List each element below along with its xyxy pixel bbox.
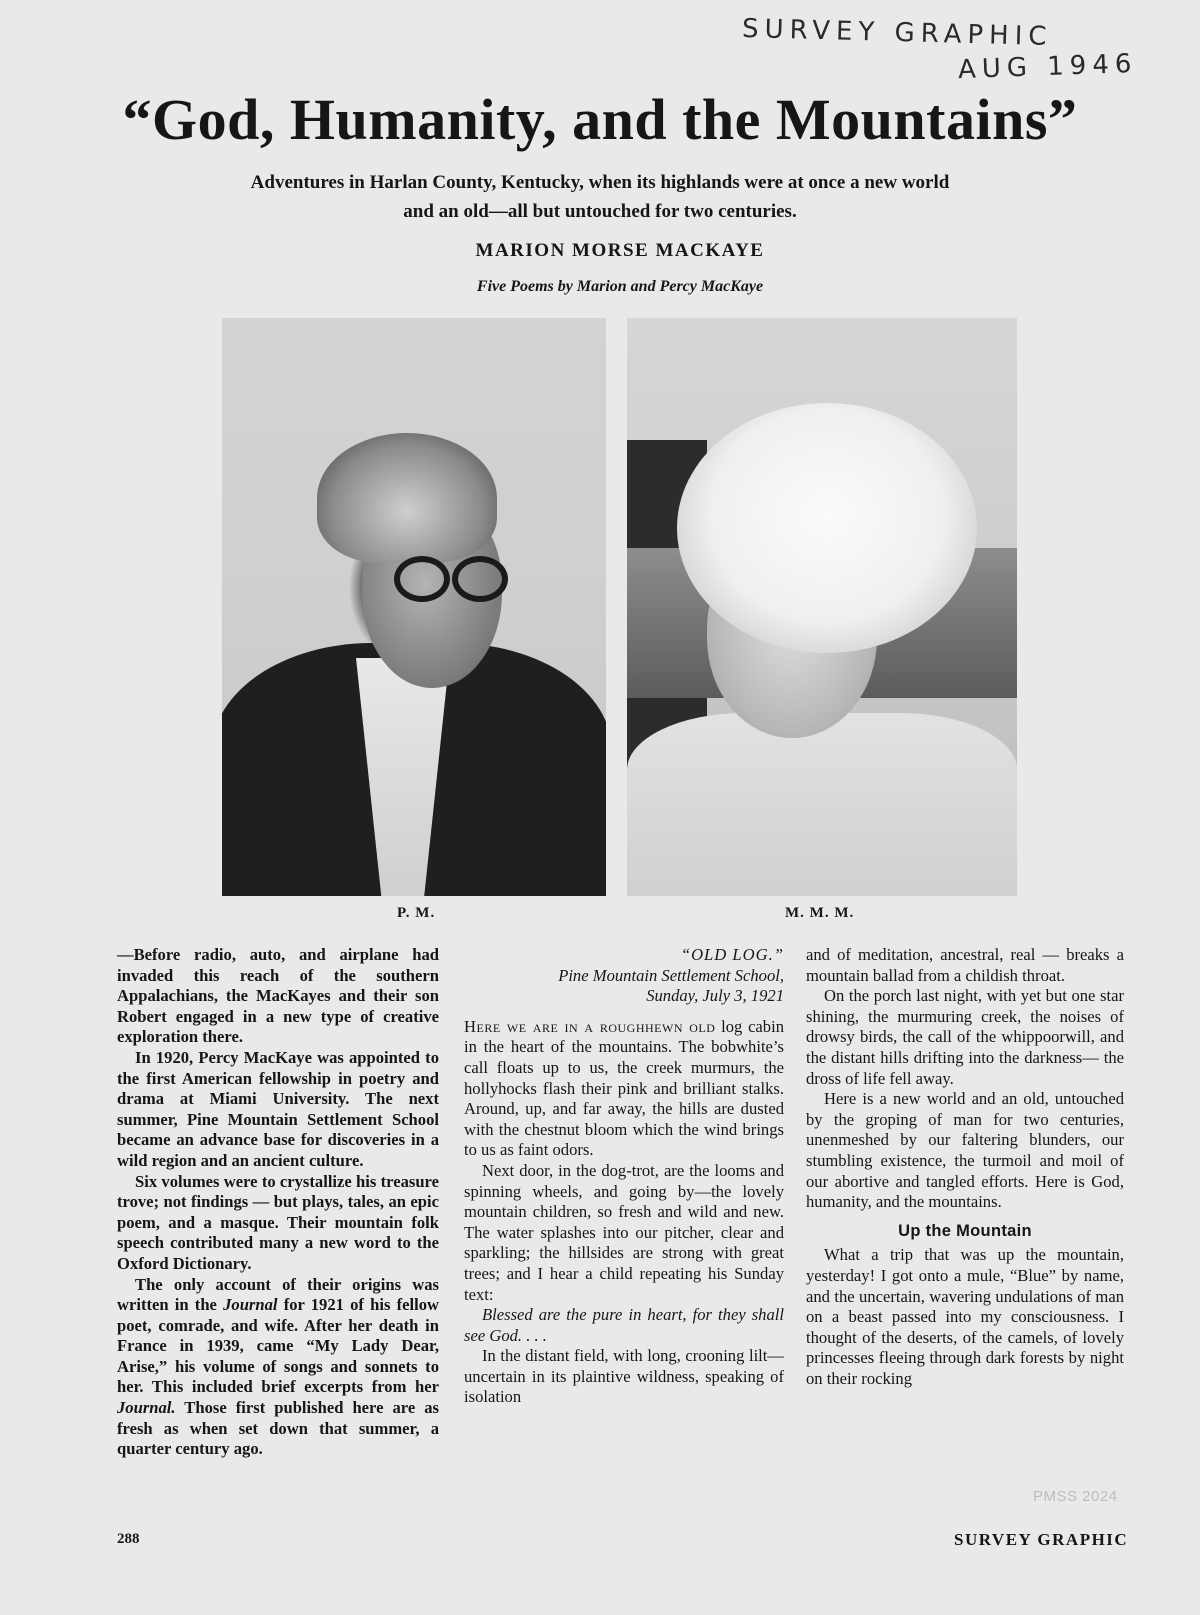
poems-credit: Five Poems by Marion and Percy MacKaye bbox=[476, 278, 764, 295]
article-author: MARION MORSE MACKAYE bbox=[475, 240, 765, 261]
journal-paragraph-2: Next door, in the dog-trot, are the looms and spinning wheels, and going by—the lovely mountain children, so fresh and wild and new. The water splashes into our pitcher, clear and sparkling; the hillsides are strong with great trees; and I hear a child repeating his Sunday text: bbox=[464, 1160, 784, 1304]
section-heading-up-the-mountain: Up the Mountain bbox=[898, 1221, 1032, 1240]
journal-paragraph-6: Here is a new world and an old, untouched by the groping of man for two centuries, unenmeshed by our faltering blunders, our stumbling existence, the turmoil and moil of our abortive and tangled efforts. Here is God, humanity, and the mountains. bbox=[806, 1089, 1124, 1212]
photo-mmm-hair bbox=[677, 403, 977, 653]
photo-marion-mackaye bbox=[627, 318, 1017, 896]
journal-paragraph-3: In the distant field, with long, crooning lilt—uncertain in its plaintive wildness, speaking of isolation bbox=[464, 1346, 784, 1407]
page-number: 288 bbox=[117, 1531, 140, 1547]
photo-percy-mackaye bbox=[222, 318, 606, 896]
photo-caption-left: P. M. bbox=[397, 905, 436, 921]
handwritten-annotation-line1: SURVEY GRAPHIC bbox=[741, 13, 1053, 53]
photo-mmm-shirt bbox=[627, 713, 1017, 896]
article-title: “God, Humanity, and the Mountains” bbox=[122, 87, 1078, 152]
intro-paragraph-3: Six volumes were to crystallize his treasure trove; not findings — but plays, tales, an epic poem, and a masque. Their mountain folk speech contributed many a new word to the Oxford Dictionary. bbox=[117, 1171, 439, 1273]
column-journal-1 bbox=[464, 945, 784, 1408]
article-subtitle: Adventures in Harlan County, Kentucky, when its highlands were at once a new world and an old—all but untouched for two centuries. bbox=[250, 172, 950, 222]
column-journal-2 bbox=[806, 945, 1124, 1389]
dateline-place: Pine Mountain Settlement School, bbox=[558, 965, 784, 985]
intro-p4-part2: for 1921 of his fellow poet, comrade, and wife. After her death in France in 1939, came “My Lady Dear, Arise,” his volume of songs and sonnets to her. This included brief excerpts from her bbox=[117, 1295, 439, 1397]
dateline-date: Sunday, July 3, 1921 bbox=[646, 986, 784, 1006]
sunday-text-verse: Blessed are the pure in heart, for they shall see God. . . . bbox=[464, 1305, 784, 1345]
column-intro bbox=[117, 945, 439, 1460]
intro-paragraph-4 bbox=[117, 1275, 439, 1460]
journal-paragraph-1 bbox=[464, 1017, 784, 1161]
journal-lead-in: Here we are in a roughhewn old bbox=[464, 1016, 716, 1036]
intro-paragraph-2: In 1920, Percy MacKaye was appointed to the first American fellowship in poetry and drama at Miami University. The next summer, Pine Mountain Settlement School became an advance base for discoveries in a wild region and an ancient culture. bbox=[117, 1047, 439, 1170]
journal-title-2: Journal. bbox=[117, 1398, 176, 1418]
photo-pm-hair bbox=[317, 433, 497, 563]
intro-p4-part1: The only account of their origins was written in the bbox=[117, 1274, 439, 1315]
handwritten-annotation-line2: AUG 1946 bbox=[957, 48, 1138, 86]
dateline-title: “OLD LOG.” bbox=[680, 945, 784, 964]
running-head: SURVEY GRAPHIC bbox=[954, 1530, 1129, 1549]
intro-p4-part3: Those first published here are as fresh as when set down that summer, a quarter century ago. bbox=[117, 1398, 439, 1459]
photo-divider bbox=[606, 318, 627, 896]
journal-paragraph-4: and of meditation, ancestral, real — breaks a mountain ballad from a childish throat. bbox=[806, 945, 1124, 985]
journal-paragraph-5: On the porch last night, with yet but one star shining, the murmuring creek, the noises of drowsy birds, the call of the whippoorwill, and the distant hills drifting into the darkness— the dross of life fell away. bbox=[806, 986, 1124, 1088]
archive-watermark: PMSS 2024 bbox=[1033, 1488, 1118, 1505]
photo-pm-glasses bbox=[382, 556, 507, 596]
journal-title: Journal bbox=[223, 1295, 278, 1315]
journal-p1-rest: log cabin in the heart of the mountains. The bobwhite’s call floats up to us, the creek murmurs, the hollyhocks flash their pink and brilliant stalks. Around, up, and far away, the hills are dusted with the chestnut bloom which the wind brings to us as faint odors. bbox=[464, 1016, 785, 1160]
intro-paragraph-1: —Before radio, auto, and airplane had invaded this reach of the southern Appalachians, the MacKayes and their son Robert engaged in a new type of creative exploration there. bbox=[117, 945, 439, 1047]
photo-caption-right: M. M. M. bbox=[785, 905, 855, 921]
journal-paragraph-7: What a trip that was up the mountain, yesterday! I got onto a mule, “Blue” by name, and the uncertain, wavering undulations of man on a beast passed into my consciousness. I thought of the deserts, of the camels, of lovely princesses fleeing through dark forests by night on their rocking bbox=[806, 1245, 1124, 1388]
